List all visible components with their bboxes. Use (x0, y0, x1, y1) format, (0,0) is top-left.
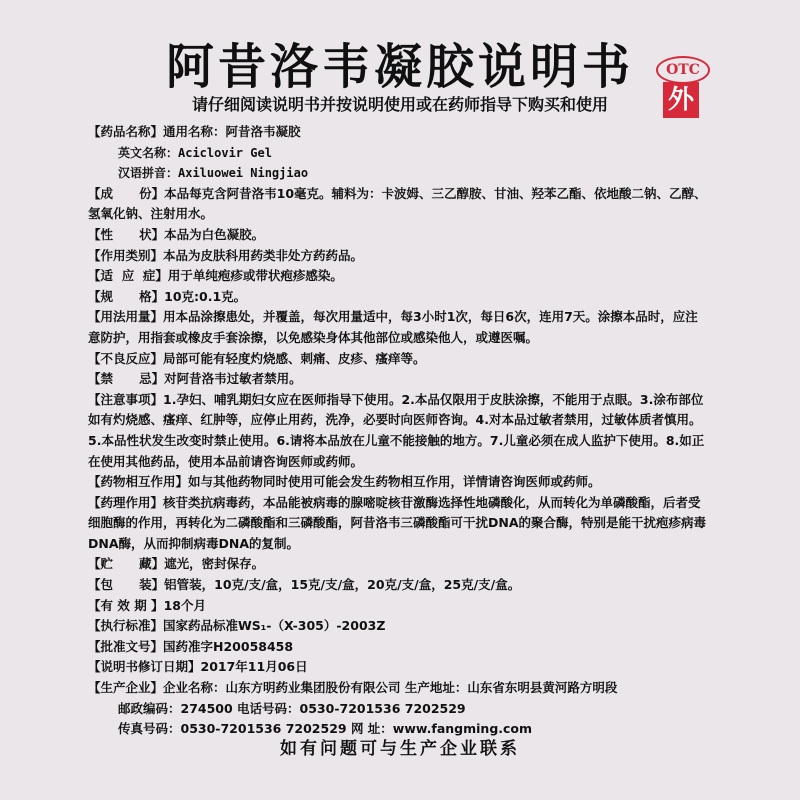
section-package: 【包 装】铝管装，10克/支/盒，15克/支/盒，20克/支/盒，25克/支/盒。 (88, 577, 521, 593)
section-indication: 【适 应 症】用于单纯疱疹或带状疱疹感染。 (88, 268, 343, 284)
manufacturer-fax-website: 传真号码：0530-7201536 7202529 网 址：www.fangming.com (118, 721, 533, 737)
external-use-badge: 外 (663, 82, 699, 118)
section-category: 【作用类别】本品为皮肤科用药类非处方药药品。 (88, 247, 364, 263)
document-title: 阿昔洛韦凝胶说明书 (165, 39, 634, 95)
section-appearance: 【性 状】本品为白色凝胶。 (88, 226, 265, 242)
english-name: 英文名称：Aciclovir Gel (118, 145, 272, 160)
document-subtitle: 请仔细阅读说明书并按说明使用或在药师指导下购买和使用 (191, 95, 608, 114)
section-validity: 【有 效 期 】18个月 (88, 597, 206, 613)
section-label: 【药品名称】 (88, 124, 164, 139)
section-pharmacology: 【药理作用】核苷类抗病毒药，本品能被病毒的腺嘧啶核苷激酶选择性地磷酸化，从而转化为单磷酸酯，后者受细胞酶的作用，再转化为二磷酸酯和三磷酸酯，阿昔洛韦三磷酸酯可干扰DNA的聚合酶，特别是能干扰疱疹病毒DNA酶，从而抑制病毒DNA的复制。 (88, 494, 707, 551)
section-contraindication: 【禁 忌】对阿昔洛韦过敏者禁用。 (88, 371, 302, 387)
otc-badge: OTC (656, 56, 710, 84)
pinyin-name: 汉语拼音：Axiluowei Ningjiao (118, 166, 309, 181)
section-standard: 【执行标准】国家药品标准WS₁-（X-305）-2003Z (88, 618, 386, 634)
contact-note: 如有问题可与生产企业联系 (280, 739, 520, 759)
leaflet-body (88, 122, 708, 740)
section-precautions: 【注意事项】1.孕妇、哺乳期妇女应在医师指导下使用。2.本品仅限用于皮肤涂擦，不能用于点眼。3.涂布部位如有灼烧感、瘙痒、红肿等，应停止用药，洗净，必要时向医师咨询。4.对本品过敏者禁用，过敏体质者慎用。5.本品性状发生改变时禁止使用。6.请将本品放在儿童不能接触的地方。7.儿童必须在成人监护下使用。8.如正在使用其他药品，使用本品前请咨询医师或药师。 (88, 391, 705, 469)
section-adverse: 【不良反应】局部可能有轻度灼烧感、刺痛、皮疹、瘙痒等。 (88, 350, 426, 366)
section-usage: 【用法用量】用本品涂擦患处，并覆盖，每次用量适中，每3小时1次，每日6次，连用7天。涂擦本品时，应注意防护，用指套或橡皮手套涂擦，以免感染身体其他部位或感染他人，或遵医嘱。 (88, 309, 698, 345)
manufacturer-postcode-phone: 邮政编码：274500 电话号码：0530-7201536 7202529 (118, 700, 466, 716)
section-value: 通用名称：阿昔洛韦凝胶 (163, 124, 301, 139)
section-ingredients: 【成 份】本品每克含阿昔洛韦10毫克。辅料为：卡波姆、三乙醇胺、甘油、羟苯乙酯、依地酸二钠、乙醇、氢氧化钠、注射用水。 (88, 185, 707, 222)
section-spec: 【规 格】10克:0.1克。 (88, 288, 247, 304)
section-drug-name (88, 122, 708, 143)
section-revision-date: 【说明书修订日期】2017年11月06日 (88, 659, 308, 675)
section-approval: 【批准文号】国药准字H20058458 (88, 638, 294, 654)
section-storage: 【贮 藏】遮光，密封保存。 (88, 556, 265, 572)
section-manufacturer: 【生产企业】企业名称：山东方明药业集团股份有限公司 生产地址：山东省东明县黄河路方明段 (88, 680, 618, 696)
section-interactions: 【药物相互作用】如与其他药物同时使用可能会发生药物相互作用，详情请咨询医师或药师。 (88, 474, 601, 490)
